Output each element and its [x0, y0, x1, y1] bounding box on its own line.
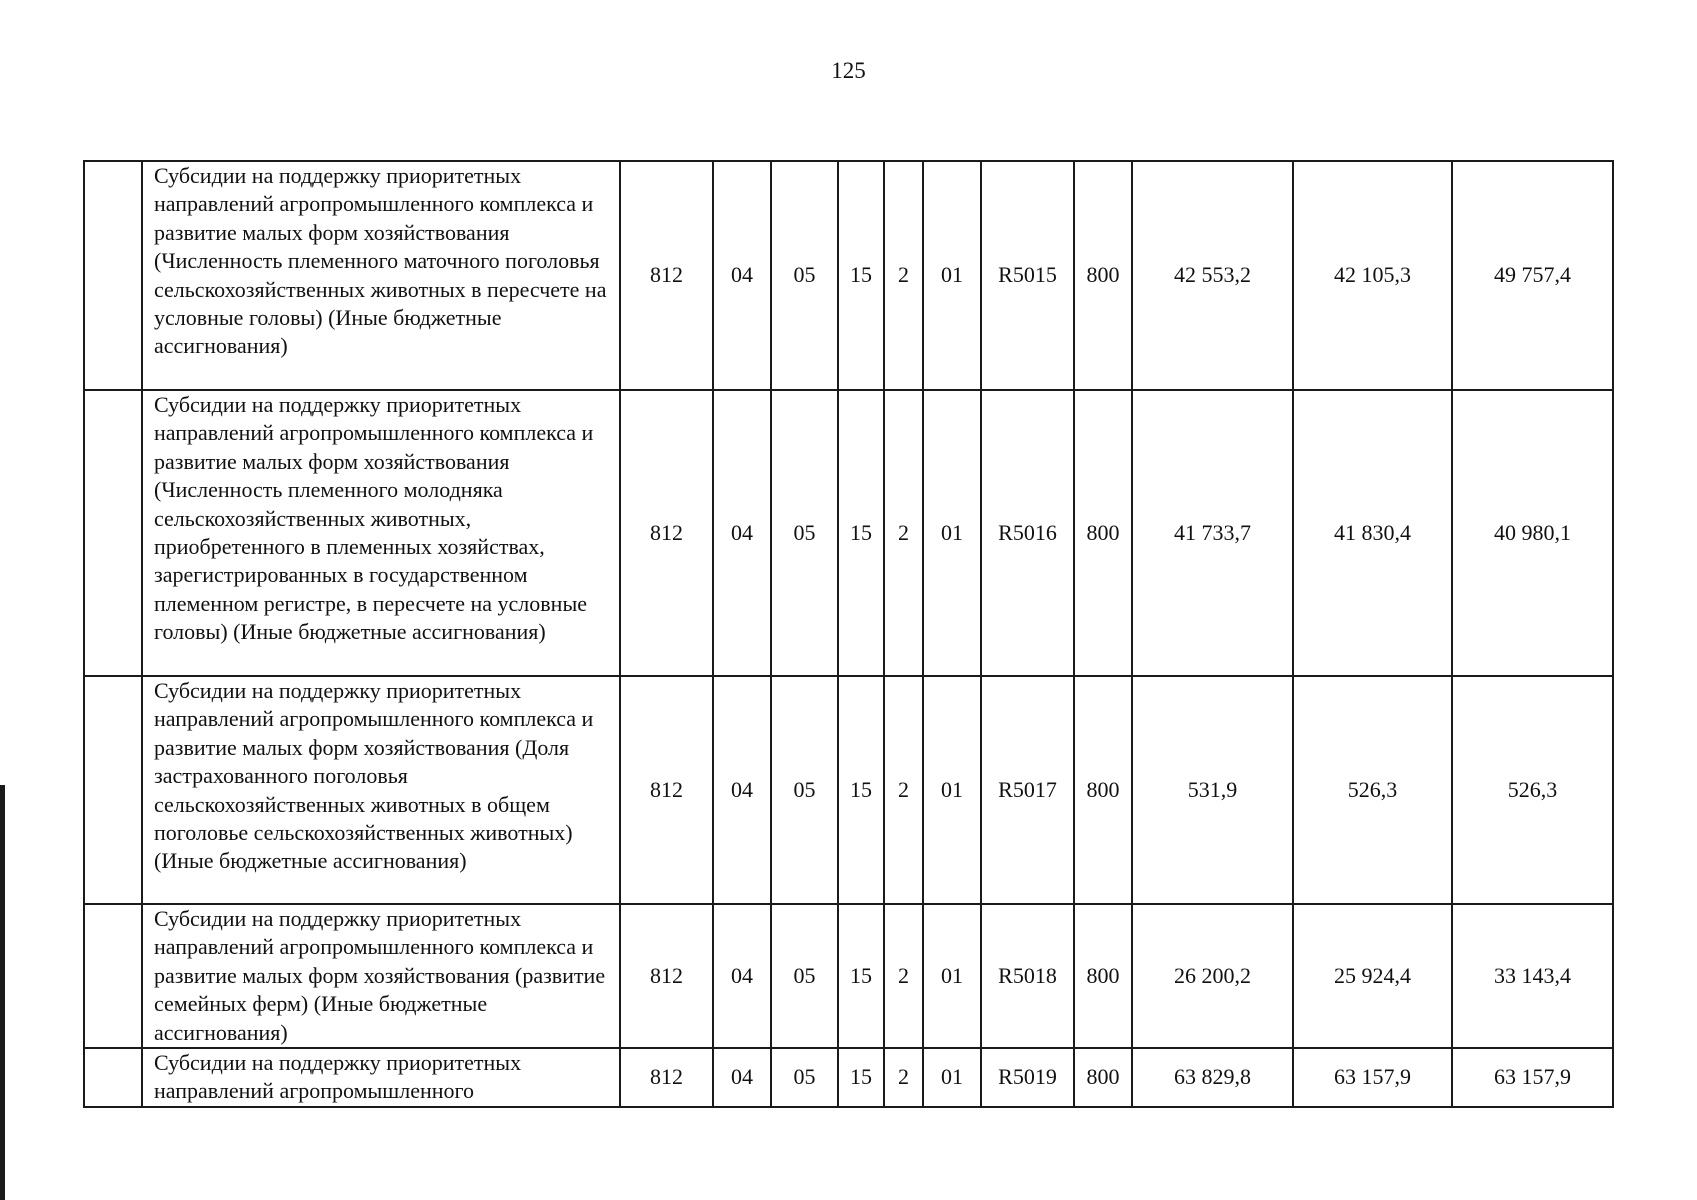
row-number-cell	[84, 390, 142, 676]
direction-code-cell: R5015	[981, 161, 1074, 390]
amount-cell: 526,3	[1293, 676, 1452, 904]
row-number-cell	[84, 1048, 142, 1107]
amount-cell: 41 830,4	[1293, 390, 1452, 676]
amount-cell: 41 733,7	[1132, 390, 1293, 676]
description-cell: Субсидии на поддержку приоритетных направлений агропромышленного комплекса и развитие малых форм хозяйствования (Численность племенного молодняка сельскохозяйственных животных, приобретенного в племенных хозяйствах, зарегистрированных в государственном племенном регистре, в пересчете на условные головы) (Иные бюджетные ассигнования)	[142, 390, 620, 676]
table-row	[84, 676, 1613, 904]
subprogram-code-cell: 2	[884, 390, 923, 676]
page-number: 125	[831, 58, 866, 83]
amount-cell: 25 924,4	[1293, 904, 1452, 1048]
amount-cell: 63 157,9	[1293, 1048, 1452, 1107]
main-event-code-cell: 01	[923, 904, 981, 1048]
row-number-cell	[84, 161, 142, 390]
subsection-code-cell: 05	[771, 904, 838, 1048]
amount-cell: 531,9	[1132, 676, 1293, 904]
budget-allocation-table	[83, 160, 1614, 1108]
expense-type-code-cell: 800	[1074, 676, 1132, 904]
amount-cell: 63 157,9	[1452, 1048, 1613, 1107]
amount-cell: 42 553,2	[1132, 161, 1293, 390]
amount-cell: 26 200,2	[1132, 904, 1293, 1048]
table-body	[84, 161, 1613, 1107]
table-row	[84, 161, 1613, 390]
subprogram-code-cell: 2	[884, 1048, 923, 1107]
subsection-code-cell: 05	[771, 390, 838, 676]
section-code-cell: 04	[713, 676, 771, 904]
description-cell: Субсидии на поддержку приоритетных направлений агропромышленного комплекса и развитие малых форм хозяйствования (Доля застрахованного поголовья сельскохозяйственных животных в общем поголовье сельскохозяйственных животных) (Иные бюджетные ассигнования)	[142, 676, 620, 904]
description-cell: Субсидии на поддержку приоритетных направлений агропромышленного комплекса и развитие малых форм хозяйствования (развитие семейных ферм) (Иные бюджетные ассигнования)	[142, 904, 620, 1048]
section-code-cell: 04	[713, 390, 771, 676]
expense-type-code-cell: 800	[1074, 904, 1132, 1048]
ministry-code-cell: 812	[620, 676, 713, 904]
program-code-cell: 15	[838, 390, 884, 676]
expense-type-code-cell: 800	[1074, 161, 1132, 390]
table-row	[84, 1048, 1613, 1107]
amount-cell: 42 105,3	[1293, 161, 1452, 390]
amount-cell: 49 757,4	[1452, 161, 1613, 390]
ministry-code-cell: 812	[620, 1048, 713, 1107]
expense-type-code-cell: 800	[1074, 390, 1132, 676]
ministry-code-cell: 812	[620, 904, 713, 1048]
description-cell: Субсидии на поддержку приоритетных направлений агропромышленного комплекса и развитие малых форм хозяйствования (Численность племенного маточного поголовья сельскохозяйственных животных в пересчете на условные головы) (Иные бюджетные ассигнования)	[142, 161, 620, 390]
subsection-code-cell: 05	[771, 161, 838, 390]
subprogram-code-cell: 2	[884, 676, 923, 904]
subsection-code-cell: 05	[771, 676, 838, 904]
program-code-cell: 15	[838, 1048, 884, 1107]
amount-cell: 33 143,4	[1452, 904, 1613, 1048]
direction-code-cell: R5019	[981, 1048, 1074, 1107]
direction-code-cell: R5016	[981, 390, 1074, 676]
direction-code-cell: R5017	[981, 676, 1074, 904]
expense-type-code-cell: 800	[1074, 1048, 1132, 1107]
row-number-cell	[84, 676, 142, 904]
ministry-code-cell: 812	[620, 161, 713, 390]
scan-edge-mark	[0, 785, 5, 1200]
amount-cell: 63 829,8	[1132, 1048, 1293, 1107]
ministry-code-cell: 812	[620, 390, 713, 676]
main-event-code-cell: 01	[923, 390, 981, 676]
program-code-cell: 15	[838, 161, 884, 390]
amount-cell: 40 980,1	[1452, 390, 1613, 676]
section-code-cell: 04	[713, 1048, 771, 1107]
description-cell: Субсидии на поддержку приоритетных направлений агропромышленного	[142, 1048, 620, 1107]
direction-code-cell: R5018	[981, 904, 1074, 1048]
subsection-code-cell: 05	[771, 1048, 838, 1107]
amount-cell: 526,3	[1452, 676, 1613, 904]
section-code-cell: 04	[713, 161, 771, 390]
section-code-cell: 04	[713, 904, 771, 1048]
subprogram-code-cell: 2	[884, 904, 923, 1048]
table-row	[84, 390, 1613, 676]
program-code-cell: 15	[838, 676, 884, 904]
table-row	[84, 904, 1613, 1048]
main-event-code-cell: 01	[923, 676, 981, 904]
subprogram-code-cell: 2	[884, 161, 923, 390]
program-code-cell: 15	[838, 904, 884, 1048]
main-event-code-cell: 01	[923, 161, 981, 390]
row-number-cell	[84, 904, 142, 1048]
main-event-code-cell: 01	[923, 1048, 981, 1107]
